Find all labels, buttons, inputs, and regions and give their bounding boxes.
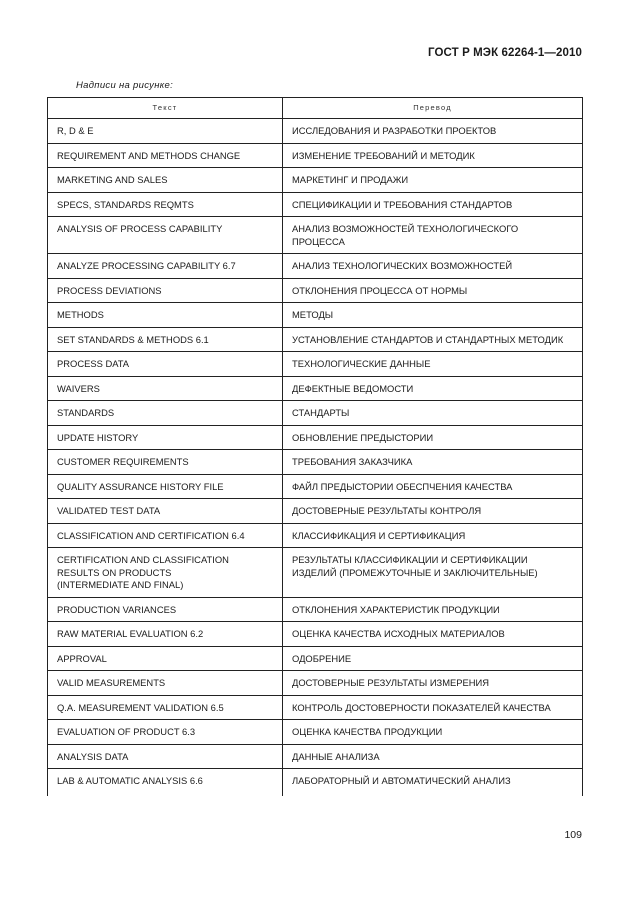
translation-text: СПЕЦИФИКАЦИИ И ТРЕБОВАНИЯ СТАНДАРТОВ — [292, 198, 513, 210]
translation-table — [47, 97, 583, 796]
translation-cell — [283, 303, 583, 328]
translation-cell — [283, 119, 583, 144]
translation-cell — [283, 744, 583, 769]
source-text: QUALITY ASSURANCE HISTORY FILE — [57, 480, 224, 492]
translation-text: ОБНОВЛЕНИЕ ПРЕДЫСТОРИИ — [292, 431, 434, 443]
source-text: ANALYZE PROCESSING CAPABILITY 6.7 — [57, 260, 236, 271]
translation-cell — [283, 622, 583, 647]
source-text: CUSTOMER REQUIREMENTS — [57, 456, 189, 467]
source-text-cell — [48, 376, 283, 401]
translation-text: ОДОБРЕНИЕ — [292, 652, 352, 664]
source-text: EVALUATION OF PRODUCT 6.3 — [57, 726, 196, 737]
translation-cell — [283, 192, 583, 217]
translation-cell — [283, 168, 583, 193]
page-number: 109 — [564, 829, 582, 841]
source-text: R, D & E — [57, 125, 94, 136]
translation-cell — [283, 143, 583, 168]
source-text-cell — [48, 720, 283, 745]
source-text-cell — [48, 168, 283, 193]
source-text-cell — [48, 352, 283, 377]
translation-text: ОЦЕНКА КАЧЕСТВА ПРОДУКЦИИ — [292, 726, 443, 737]
document-standard-header: ГОСТ Р МЭК 62264-1—2010 — [428, 47, 582, 59]
source-text-cell — [48, 254, 283, 279]
source-text-cell — [48, 548, 283, 598]
translation-cell — [283, 254, 583, 279]
table-row — [48, 720, 583, 745]
translation-text: ОТКЛОНЕНИЯ ПРОЦЕССА ОТ НОРМЫ — [292, 284, 468, 296]
source-text: CLASSIFICATION AND CERTIFICATION 6.4 — [57, 529, 245, 541]
translation-cell — [283, 450, 583, 475]
translation-text: ДАННЫЕ АНАЛИЗА — [292, 750, 380, 762]
translation-text: КОНТРОЛЬ ДОСТОВЕРНОСТИ ПОКАЗАТЕЛЕЙ КАЧЕСТВА — [292, 701, 551, 713]
source-text: WAIVERS — [57, 382, 100, 394]
translation-cell — [283, 278, 583, 303]
table-header — [48, 98, 583, 119]
source-text-cell — [48, 622, 283, 647]
translation-text: КЛАССИФИКАЦИЯ И СЕРТИФИКАЦИЯ — [292, 529, 466, 541]
source-text: SPECS, STANDARDS REQMTS — [57, 198, 194, 210]
translation-cell — [283, 548, 583, 598]
translation-text: МЕТОДЫ — [292, 309, 334, 320]
source-text-cell — [48, 425, 283, 450]
source-text: UPDATE HISTORY — [57, 431, 139, 443]
translation-cell — [283, 646, 583, 671]
table-row — [48, 401, 583, 426]
translation-text: МАРКЕТИНГ И ПРОДАЖИ — [292, 174, 409, 185]
translation-text: УСТАНОВЛЕНИЕ СТАНДАРТОВ И СТАНДАРТНЫХ МЕТОДИК — [292, 333, 564, 345]
translation-cell — [283, 720, 583, 745]
source-text: VALID MEASUREMENTS — [57, 677, 166, 688]
translation-text: ФАЙЛ ПРЕДЫСТОРИИ ОБЕСПЧЕНИЯ КАЧЕСТВА — [292, 480, 513, 492]
table-row — [48, 671, 583, 696]
translation-text: ДОСТОВЕРНЫЕ РЕЗУЛЬТАТЫ ИЗМЕРЕНИЯ — [292, 677, 490, 688]
source-text-cell — [48, 474, 283, 499]
translation-text: ОЦЕНКА КАЧЕСТВА ИСХОДНЫХ МАТЕРИАЛОВ — [292, 628, 505, 639]
source-text: METHODS — [57, 309, 104, 320]
source-text-cell — [48, 597, 283, 622]
column-header-text: Текст — [48, 98, 283, 119]
translation-cell — [283, 327, 583, 352]
source-text-cell — [48, 499, 283, 524]
source-text: VALIDATED TEST DATA — [57, 505, 161, 516]
source-text: REQUIREMENT AND METHODS CHANGE — [57, 149, 241, 161]
source-text-cell — [48, 192, 283, 217]
source-text: PRODUCTION VARIANCES — [57, 603, 177, 615]
figure-caption: Надписи на рисунке: — [76, 80, 174, 91]
translation-text: ИЗМЕНЕНИЕ ТРЕБОВАНИЙ И МЕТОДИК — [292, 149, 475, 161]
table-row — [48, 769, 583, 796]
source-text: PROCESS DEVIATIONS — [57, 284, 162, 296]
source-text-cell — [48, 523, 283, 548]
source-text-cell — [48, 143, 283, 168]
table-row — [48, 646, 583, 671]
table-row — [48, 425, 583, 450]
table-row — [48, 523, 583, 548]
translation-text: ДОСТОВЕРНЫЕ РЕЗУЛЬТАТЫ КОНТРОЛЯ — [292, 505, 482, 516]
table-row — [48, 327, 583, 352]
translation-text: АНАЛИЗ ВОЗМОЖНОСТЕЙ ТЕХНОЛОГИЧЕСКОГО ПРОЦЕССА — [292, 223, 519, 247]
translation-text: ТЕХНОЛОГИЧЕСКИЕ ДАННЫЕ — [292, 358, 431, 369]
table-row — [48, 254, 583, 279]
translation-text: РЕЗУЛЬТАТЫ КЛАССИФИКАЦИИ И СЕРТИФИКАЦИИ ИЗДЕЛИЙ (ПРОМЕЖУТОЧНЫЕ И ЗАКЛЮЧИТЕЛЬНЫЕ) — [292, 554, 538, 578]
translation-cell — [283, 671, 583, 696]
translation-cell — [283, 352, 583, 377]
translation-text: ОТКЛОНЕНИЯ ХАРАКТЕРИСТИК ПРОДУКЦИИ — [292, 603, 500, 615]
translation-cell — [283, 597, 583, 622]
source-text-cell — [48, 744, 283, 769]
table-row — [48, 695, 583, 720]
source-text-cell — [48, 401, 283, 426]
table-row — [48, 192, 583, 217]
source-text-cell — [48, 450, 283, 475]
table-row — [48, 119, 583, 144]
source-text: APPROVAL — [57, 652, 107, 664]
table-row — [48, 352, 583, 377]
source-text-cell — [48, 769, 283, 796]
table-row — [48, 474, 583, 499]
column-header-translation: Перевод — [283, 98, 583, 119]
table-row — [48, 597, 583, 622]
source-text: ANALYSIS OF PROCESS CAPABILITY — [57, 223, 223, 234]
translation-cell — [283, 425, 583, 450]
source-text-cell — [48, 278, 283, 303]
source-text: PROCESS DATA — [57, 358, 130, 369]
source-text: MARKETING AND SALES — [57, 174, 168, 185]
translation-text: ТРЕБОВАНИЯ ЗАКАЗЧИКА — [292, 456, 413, 467]
source-text: STANDARDS — [57, 407, 115, 418]
source-text-cell — [48, 303, 283, 328]
source-text-cell — [48, 119, 283, 144]
table-row — [48, 278, 583, 303]
translation-cell — [283, 376, 583, 401]
table-row — [48, 376, 583, 401]
translation-text: ЛАБОРАТОРНЫЙ И АВТОМАТИЧЕСКИЙ АНАЛИЗ — [292, 775, 511, 786]
source-text: ANALYSIS DATA — [57, 750, 129, 762]
source-text: LAB & AUTOMATIC ANALYSIS 6.6 — [57, 775, 203, 786]
translation-cell — [283, 217, 583, 254]
table-row — [48, 622, 583, 647]
source-text-cell — [48, 217, 283, 254]
source-text-cell — [48, 646, 283, 671]
table-row — [48, 217, 583, 254]
source-text: RAW MATERIAL EVALUATION 6.2 — [57, 628, 204, 639]
source-text-cell — [48, 671, 283, 696]
source-text-cell — [48, 327, 283, 352]
translation-cell — [283, 401, 583, 426]
table-row — [48, 303, 583, 328]
translation-cell — [283, 499, 583, 524]
source-text-cell — [48, 695, 283, 720]
translation-cell — [283, 523, 583, 548]
translation-cell — [283, 474, 583, 499]
table-row — [48, 450, 583, 475]
source-text: Q.A. MEASUREMENT VALIDATION 6.5 — [57, 701, 224, 713]
table-row — [48, 548, 583, 598]
translation-cell — [283, 695, 583, 720]
table-row — [48, 143, 583, 168]
table-row — [48, 744, 583, 769]
translation-text: СТАНДАРТЫ — [292, 407, 350, 418]
translation-text: АНАЛИЗ ТЕХНОЛОГИЧЕСКИХ ВОЗМОЖНОСТЕЙ — [292, 260, 513, 271]
source-text: CERTIFICATION AND CLASSIFICATION RESULTS ON PRODUCTS (INTERMEDIATE AND FINAL) — [57, 554, 229, 590]
source-text: SET STANDARDS & METHODS 6.1 — [57, 333, 209, 345]
table-row — [48, 168, 583, 193]
translation-cell — [283, 769, 583, 796]
translation-text: ИССЛЕДОВАНИЯ И РАЗРАБОТКИ ПРОЕКТОВ — [292, 125, 497, 136]
table-row — [48, 499, 583, 524]
translation-text: ДЕФЕКТНЫЕ ВЕДОМОСТИ — [292, 382, 414, 394]
table-body — [48, 119, 583, 796]
